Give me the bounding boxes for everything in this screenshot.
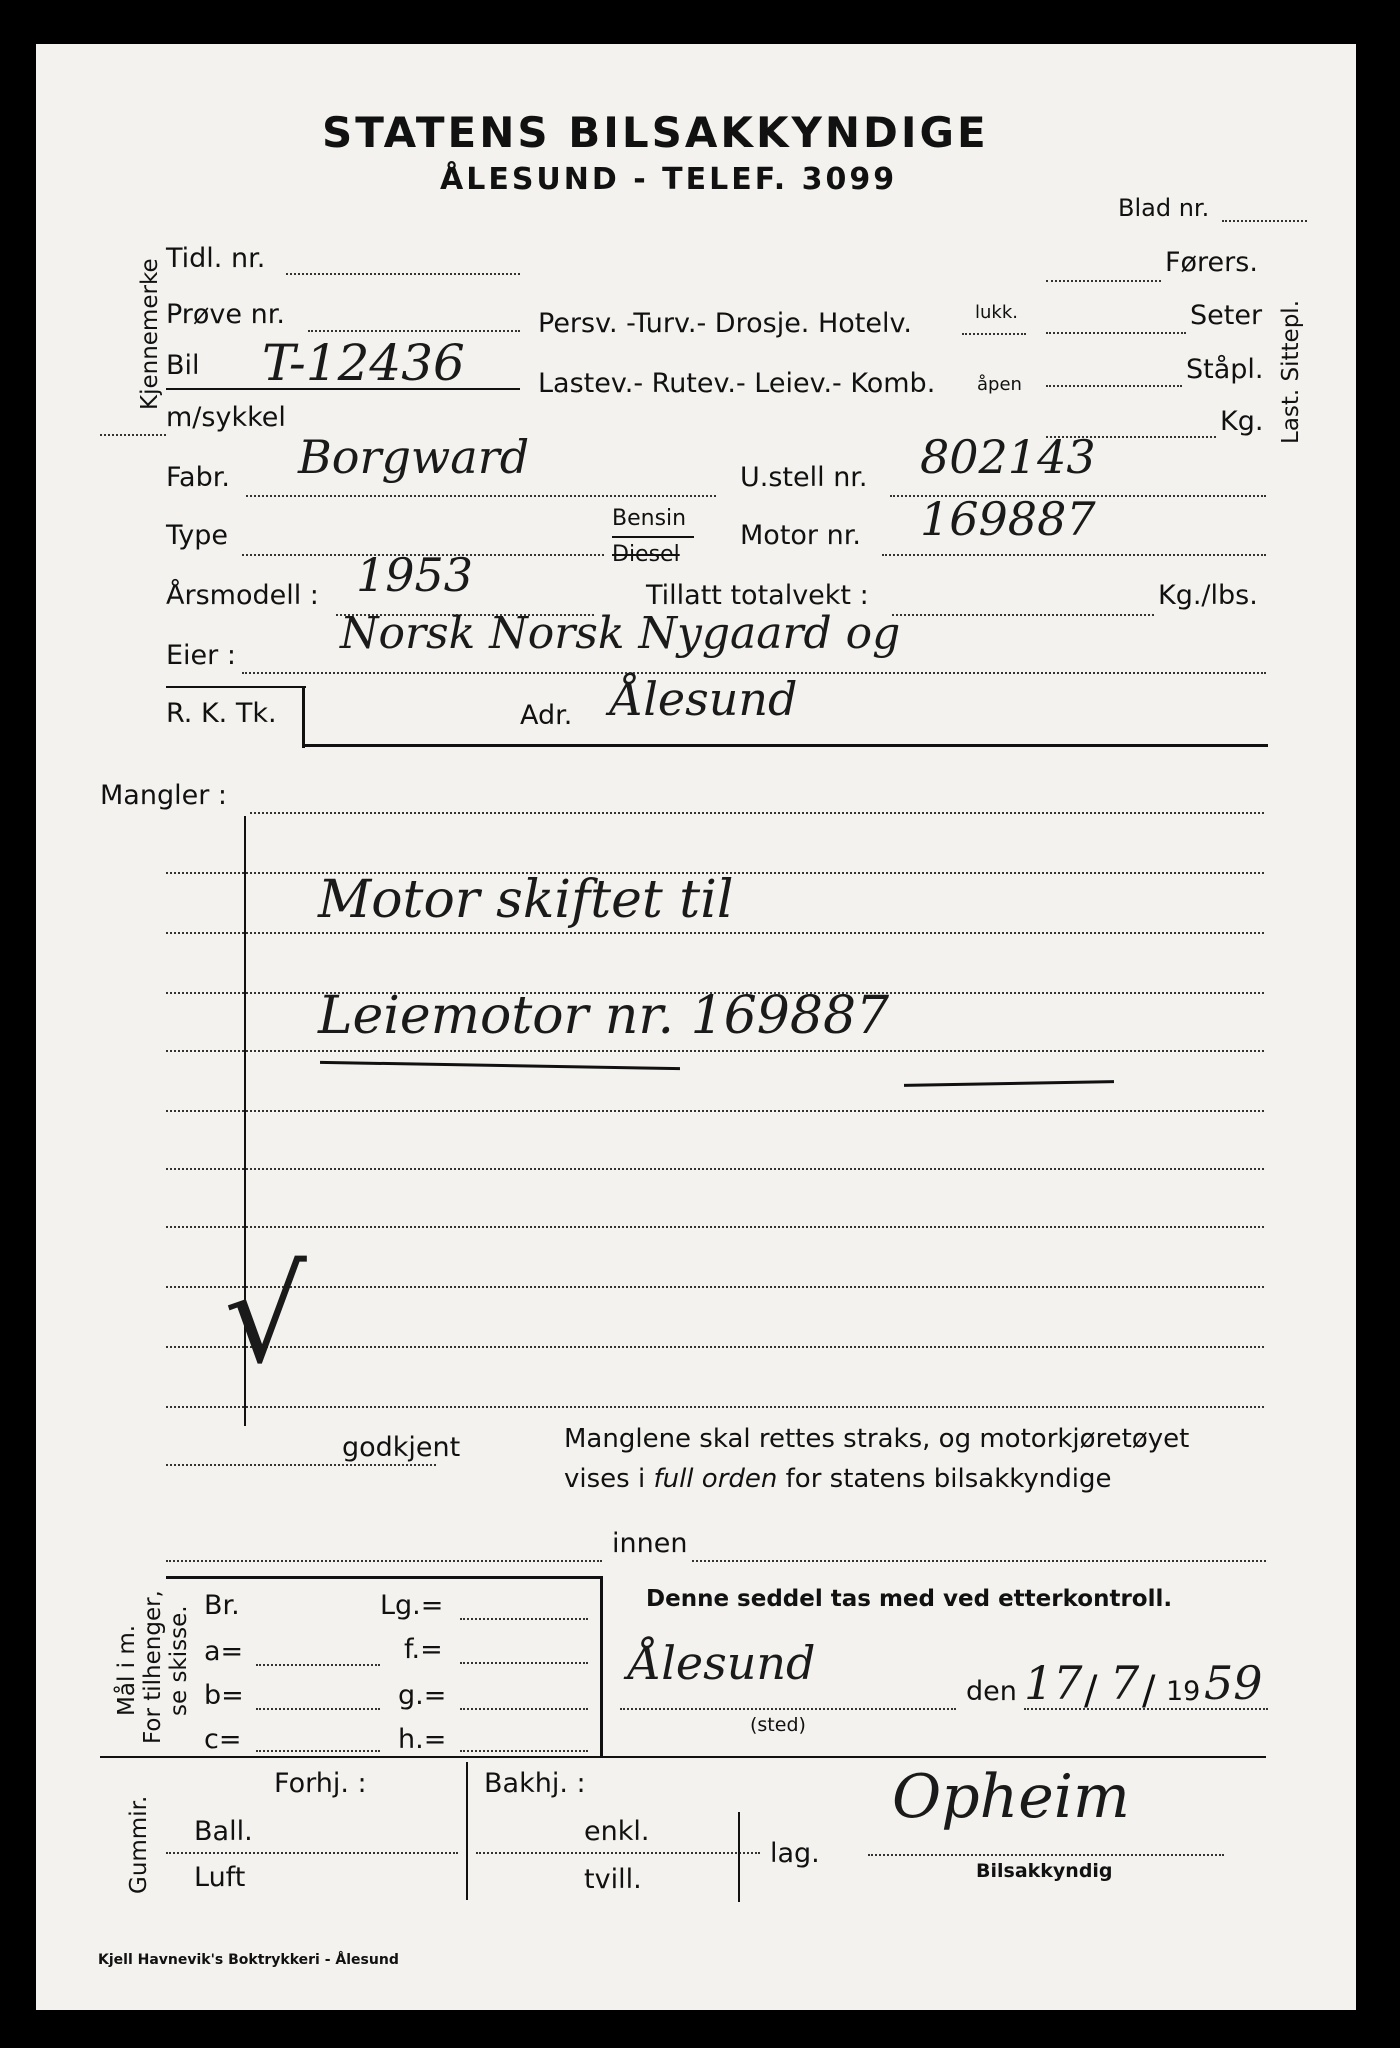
eier-handwritten: Norsk Norsk Nygaard og: [340, 608, 901, 659]
blad-nr-line: [1222, 220, 1307, 222]
godkjent-label: godkjent: [342, 1432, 461, 1463]
prove-nr-line: [308, 330, 520, 332]
measure-br: Br.: [204, 1590, 240, 1621]
printer-imprint: Kjell Havnevik's Boktrykkeri - Ålesund: [98, 1952, 399, 1968]
date-sep-1: /: [1084, 1668, 1098, 1714]
rktk-box-top: [166, 686, 306, 688]
mangler-line: [250, 812, 1264, 814]
adr-bottom-rule: [302, 744, 1268, 747]
adr-label: Adr.: [520, 700, 573, 731]
measure-a-line: [256, 1664, 380, 1666]
date-day: 17: [1024, 1656, 1083, 1710]
measure-f: f.=: [404, 1634, 443, 1665]
sted-label: (sted): [750, 1714, 806, 1736]
lukk-line: [962, 333, 1026, 335]
bil-handwritten: T-12436: [262, 334, 465, 392]
arsmodell-handwritten: 1953: [356, 548, 474, 602]
kglbs-label: Kg./lbs.: [1158, 580, 1258, 611]
measure-b-line: [256, 1708, 380, 1710]
bensin-divider: [612, 536, 694, 538]
seter-line: [1046, 332, 1186, 334]
adr-handwritten: Ålesund: [610, 672, 798, 726]
bilsakkyndig-label: Bilsakkyndig: [976, 1860, 1113, 1882]
lag-brace: [738, 1812, 740, 1902]
arsmodell-label: Årsmodell :: [166, 580, 319, 611]
notice-line-1: Manglene skal rettes straks, og motorkjøretøyet: [564, 1424, 1190, 1454]
mangler-handwritten-1: Motor skiftet til: [318, 870, 734, 930]
sted-handwritten: Ålesund: [628, 1636, 816, 1690]
forhj-label: Forhj. :: [274, 1768, 367, 1799]
bil-label: Bil: [166, 350, 200, 381]
notice-line-2a: vises i: [564, 1464, 646, 1494]
form-title: STATENS BILSAKKYNDIGE: [322, 108, 989, 157]
mangler-line: [166, 1346, 1264, 1348]
mangler-line: [166, 1110, 1264, 1112]
rktk-box-right: [302, 686, 305, 748]
enkl-line: [476, 1852, 760, 1854]
measure-box-bottom: [100, 1756, 1266, 1758]
prove-nr-label: Prøve nr.: [166, 299, 285, 330]
tillatt-label: Tillatt totalvekt :: [646, 580, 869, 611]
last-sittepl-label: Last. Sittepl.: [1278, 299, 1304, 444]
stapl-label: Ståpl.: [1186, 354, 1264, 385]
measure-g: g.=: [398, 1680, 447, 1711]
fabr-line: [246, 495, 716, 497]
rktk-label: R. K. Tk.: [166, 698, 277, 729]
date-year-prefix: 19: [1166, 1676, 1201, 1707]
enkl-label: enkl.: [584, 1816, 650, 1847]
diesel-label: Diesel: [612, 542, 680, 567]
tidl-nr-label: Tidl. nr.: [166, 243, 266, 274]
mangler-line: [166, 1168, 1264, 1170]
blad-nr-label: Blad nr.: [1118, 194, 1210, 222]
godkjent-line: [166, 1464, 436, 1466]
ball-line: [166, 1852, 458, 1854]
bensin-label: Bensin: [612, 506, 687, 531]
msykkel-label: m/sykkel: [166, 402, 286, 433]
measure-box-top: [166, 1576, 602, 1579]
msykkel-line: [100, 434, 166, 436]
measure-h: h.=: [398, 1724, 447, 1755]
mangler-line: [166, 1406, 1264, 1408]
date-sep-2: /: [1142, 1668, 1156, 1714]
bakhj-label: Bakhj. :: [484, 1768, 586, 1799]
stapl-line: [1046, 385, 1182, 387]
measure-h-line: [460, 1750, 588, 1752]
luft-label: Luft: [194, 1862, 246, 1893]
tillatt-line: [892, 614, 1154, 616]
mangler-label: Mangler :: [100, 780, 227, 811]
for-tilhenger-label: For tilhenger,: [140, 1590, 166, 1744]
mangler-line: [166, 1050, 1264, 1052]
notice-line-2c: for statens bilsakkyndige: [785, 1464, 1112, 1494]
mangler-handwritten-2: Leiemotor nr. 169887: [318, 986, 890, 1046]
measure-box-right: [600, 1576, 603, 1756]
measure-f-line: [460, 1662, 588, 1664]
mangler-line: [166, 1286, 1264, 1288]
lastev-row: Lastev.- Rutev.- Leiev.- Komb.: [538, 368, 936, 399]
forers-label: Førers.: [1165, 247, 1258, 278]
motor-nr-label: Motor nr.: [740, 520, 861, 551]
kjennemerke-label: Kjennemerke: [137, 258, 163, 410]
measure-lg: Lg.=: [380, 1590, 444, 1621]
notice-line-2: [564, 1464, 1112, 1494]
measure-c-line: [256, 1750, 380, 1752]
fabr-handwritten: Borgward: [298, 430, 530, 484]
ustell-handwritten: 802143: [920, 430, 1096, 484]
notice-line-2b: full orden: [653, 1464, 778, 1494]
se-skisse-label: se skisse.: [166, 1605, 192, 1716]
tvill-label: tvill.: [584, 1864, 642, 1895]
motor-nr-line: [882, 554, 1266, 556]
measure-g-line: [460, 1708, 588, 1710]
seter-label: Seter: [1190, 300, 1263, 331]
measure-b: b=: [204, 1680, 244, 1711]
signature-line: [868, 1854, 1224, 1856]
kg-label: Kg.: [1220, 406, 1264, 437]
lag-label: lag.: [770, 1838, 820, 1869]
innen-line-right: [692, 1560, 1266, 1562]
ball-label: Ball.: [194, 1816, 253, 1847]
fabr-label: Fabr.: [166, 462, 230, 493]
persv-row: Persv. -Turv.- Drosje. Hotelv.: [538, 308, 912, 339]
innen-line-left: [166, 1560, 602, 1562]
tidl-nr-line: [286, 273, 520, 275]
measure-c: c=: [204, 1724, 242, 1755]
lukk-label: lukk.: [975, 302, 1018, 323]
maal-label: Mål i m.: [114, 1624, 140, 1716]
eier-label: Eier :: [166, 640, 236, 671]
type-label: Type: [166, 520, 229, 551]
mangler-line: [166, 932, 1264, 934]
measure-a: a=: [204, 1636, 244, 1667]
measure-lg-line: [460, 1618, 588, 1620]
form-subtitle: ÅLESUND - TELEF. 3099: [440, 162, 898, 197]
check-mark: √: [224, 1240, 307, 1392]
date-month: 7: [1110, 1656, 1140, 1710]
forers-line: [1046, 280, 1161, 282]
den-label: den: [966, 1676, 1017, 1707]
signature-handwritten: Opheim: [892, 1762, 1130, 1832]
date-year: 59: [1204, 1656, 1263, 1710]
tyres-divider: [466, 1762, 468, 1900]
mangler-line: [166, 1226, 1264, 1228]
ustell-label: U.stell nr.: [740, 462, 868, 493]
gummir-label: Gummir.: [126, 1795, 152, 1894]
motor-nr-handwritten: 169887: [920, 492, 1096, 546]
innen-label: innen: [612, 1528, 688, 1559]
apen-label: åpen: [977, 374, 1022, 395]
denne-seddel-notice: Denne seddel tas med ved etterkontroll.: [646, 1586, 1173, 1612]
sted-line: [620, 1708, 956, 1710]
